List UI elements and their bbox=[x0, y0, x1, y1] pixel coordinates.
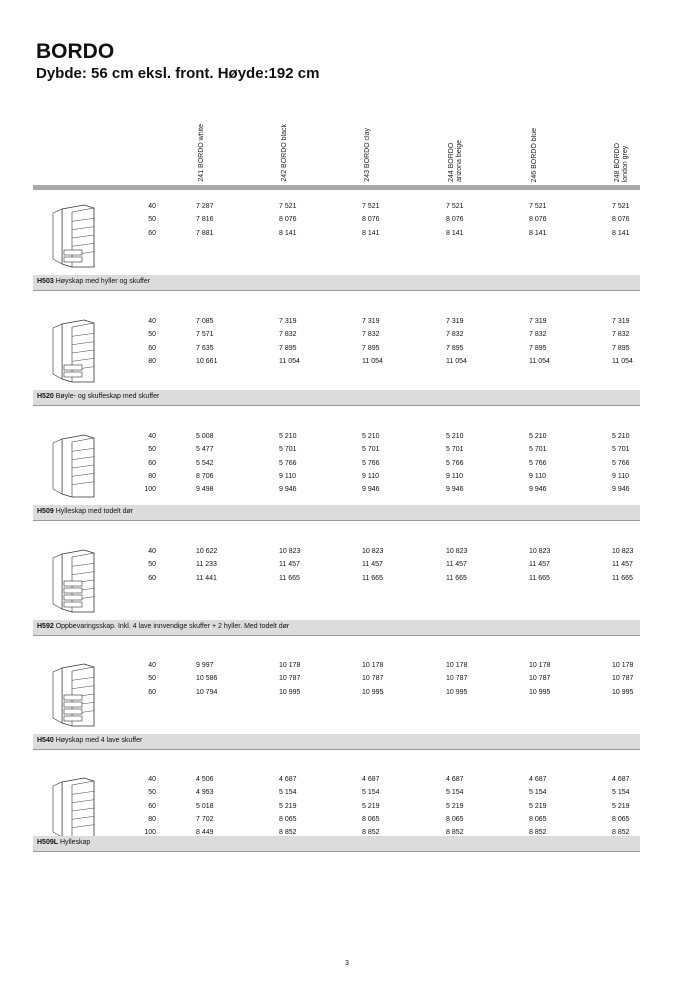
product-name: Bøyle- og skuffeskap med skuffer bbox=[55, 393, 160, 400]
product-title-bar bbox=[33, 734, 640, 750]
price-cell: 4 953 bbox=[196, 789, 214, 797]
price-cell: 7 702 bbox=[196, 815, 214, 823]
column-header bbox=[281, 110, 305, 182]
product-code: H509L bbox=[37, 839, 59, 846]
price-cell: 11 233 bbox=[196, 561, 217, 569]
width-cell: 60 bbox=[148, 574, 156, 582]
price-cell: 11 457 bbox=[612, 561, 633, 569]
price-cell: 5 154 bbox=[446, 789, 464, 797]
price-row bbox=[0, 687, 700, 699]
price-cell: 9 110 bbox=[446, 472, 463, 480]
product-title-bar bbox=[33, 505, 640, 521]
width-cell: 60 bbox=[148, 688, 156, 696]
price-row bbox=[0, 814, 700, 826]
product-title-bar bbox=[33, 390, 640, 406]
price-cell: 10 823 bbox=[362, 548, 384, 555]
price-cell: 5 210 bbox=[612, 433, 630, 440]
price-cell: 7 895 bbox=[362, 344, 380, 352]
product-name: Høyskap med hyller og skuffer bbox=[55, 278, 151, 285]
column-header-label bbox=[364, 128, 388, 182]
price-cell: 7 895 bbox=[612, 344, 630, 352]
price-row bbox=[0, 484, 700, 496]
width-cell: 60 bbox=[148, 229, 156, 237]
width-cell: 50 bbox=[148, 216, 156, 224]
price-cell: 4 687 bbox=[446, 776, 464, 783]
price-cell: 8 852 bbox=[529, 829, 547, 837]
price-cell: 8 076 bbox=[362, 216, 380, 224]
price-cell: 7 832 bbox=[529, 331, 547, 339]
price-cell: 7 085 bbox=[196, 318, 214, 325]
price-cell: 11 457 bbox=[529, 561, 550, 569]
price-cell: 5 701 bbox=[446, 446, 464, 454]
price-cell: 11 054 bbox=[362, 357, 383, 365]
column-header-label bbox=[448, 140, 472, 182]
price-cell: 5 701 bbox=[362, 446, 380, 454]
price-cell: 5 210 bbox=[446, 433, 464, 440]
column-header-line1: 246 BORDO blue bbox=[531, 127, 538, 182]
product-title-bar bbox=[33, 836, 640, 852]
price-cell: 7 521 bbox=[362, 203, 380, 210]
width-cell: 50 bbox=[148, 446, 156, 454]
price-cell: 7 832 bbox=[362, 331, 380, 339]
price-cell: 5 210 bbox=[529, 433, 547, 440]
price-cell: 8 076 bbox=[279, 216, 297, 224]
price-cell: 5 154 bbox=[362, 789, 380, 797]
price-cell: 5 154 bbox=[612, 789, 630, 797]
price-cell: 5 219 bbox=[279, 802, 297, 810]
price-cell: 7 832 bbox=[612, 331, 630, 339]
price-cell: 5 701 bbox=[529, 446, 547, 454]
price-cell: 10 178 bbox=[362, 662, 384, 669]
price-cell: 10 823 bbox=[446, 548, 468, 555]
price-cell: 9 110 bbox=[529, 472, 546, 480]
column-header-line2: london grey bbox=[622, 145, 629, 182]
price-cell: 11 665 bbox=[529, 574, 550, 582]
column-header-line1: 244 BORDO bbox=[448, 142, 455, 182]
price-cell: 8 852 bbox=[362, 829, 380, 837]
price-row bbox=[0, 559, 700, 571]
price-cell: 10 787 bbox=[529, 675, 551, 683]
price-cell: 8 076 bbox=[446, 216, 464, 224]
width-cell: 80 bbox=[148, 472, 156, 480]
product-name: Høyskap med 4 lave skuffer bbox=[55, 737, 143, 744]
column-header bbox=[614, 110, 638, 182]
price-cell: 5 701 bbox=[612, 446, 630, 454]
product-title bbox=[37, 277, 150, 287]
price-cell: 7 895 bbox=[279, 344, 297, 352]
price-cell: 10 586 bbox=[196, 675, 218, 683]
price-row bbox=[0, 673, 700, 685]
price-cell: 10 995 bbox=[612, 688, 634, 696]
column-header-line1: 248 BORDO bbox=[614, 142, 621, 182]
price-cell: 7 832 bbox=[446, 331, 464, 339]
price-row bbox=[0, 431, 700, 443]
product-name: Hylleskap med todelt dør bbox=[55, 508, 134, 515]
page-number: 3 bbox=[345, 960, 349, 967]
product-title bbox=[37, 392, 159, 402]
product-name: Oppbevaringsskap. Inkl. 4 lave innvendige skuffer + 2 hyller. Med todelt dør bbox=[55, 623, 290, 630]
price-cell: 5 766 bbox=[529, 459, 547, 467]
width-cell: 60 bbox=[148, 459, 156, 467]
price-cell: 9 997 bbox=[196, 662, 214, 669]
price-row bbox=[0, 471, 700, 483]
price-cell: 9 110 bbox=[612, 472, 629, 480]
price-cell: 7 521 bbox=[279, 203, 297, 210]
price-cell: 7 521 bbox=[612, 203, 630, 210]
price-cell: 10 661 bbox=[196, 357, 218, 365]
price-cell: 11 665 bbox=[279, 574, 300, 582]
price-cell: 5 219 bbox=[612, 802, 630, 810]
width-cell: 100 bbox=[144, 486, 156, 494]
price-cell: 9 946 bbox=[279, 486, 297, 494]
price-cell: 5 766 bbox=[279, 459, 297, 467]
price-cell: 10 823 bbox=[529, 548, 551, 555]
price-row bbox=[0, 343, 700, 355]
price-cell: 4 687 bbox=[279, 776, 297, 783]
width-cell: 100 bbox=[144, 829, 156, 837]
product-title-bar bbox=[33, 620, 640, 636]
price-cell: 10 787 bbox=[446, 675, 468, 683]
price-cell: 7 895 bbox=[529, 344, 547, 352]
width-cell: 40 bbox=[148, 776, 156, 783]
price-cell: 11 457 bbox=[362, 561, 383, 569]
product-code: H503 bbox=[37, 278, 54, 285]
price-row bbox=[0, 458, 700, 470]
width-cell: 40 bbox=[148, 548, 156, 555]
price-cell: 5 018 bbox=[196, 802, 214, 810]
price-cell: 8 141 bbox=[362, 229, 380, 237]
column-header-line2: arizona beige bbox=[456, 139, 463, 182]
column-header bbox=[364, 110, 388, 182]
price-cell: 5 210 bbox=[279, 433, 297, 440]
price-cell: 8 852 bbox=[279, 829, 297, 837]
column-header-line1: 243 BORDO clay bbox=[364, 128, 371, 182]
price-cell: 11 054 bbox=[612, 357, 633, 365]
price-cell: 11 457 bbox=[279, 561, 300, 569]
price-row bbox=[0, 573, 700, 585]
price-row bbox=[0, 660, 700, 672]
price-cell: 11 441 bbox=[196, 574, 217, 582]
width-cell: 60 bbox=[148, 802, 156, 810]
product-title-bar bbox=[33, 275, 640, 291]
price-cell: 10 787 bbox=[612, 675, 634, 683]
price-row bbox=[0, 801, 700, 813]
column-header-label bbox=[198, 124, 222, 182]
product-title bbox=[37, 838, 90, 848]
price-row bbox=[0, 329, 700, 341]
price-cell: 7 319 bbox=[529, 318, 547, 325]
price-cell: 5 477 bbox=[196, 446, 214, 454]
price-cell: 7 319 bbox=[612, 318, 630, 325]
width-cell: 40 bbox=[148, 318, 156, 325]
product-code: H592 bbox=[37, 623, 54, 630]
product-title bbox=[37, 736, 142, 746]
column-header bbox=[531, 110, 555, 182]
width-cell: 80 bbox=[148, 815, 156, 823]
price-cell: 4 687 bbox=[612, 776, 630, 783]
price-cell: 10 787 bbox=[362, 675, 384, 683]
width-cell: 50 bbox=[148, 561, 156, 569]
product-code: H520 bbox=[37, 393, 54, 400]
price-row bbox=[0, 201, 700, 213]
price-cell: 7 319 bbox=[446, 318, 464, 325]
price-row bbox=[0, 444, 700, 456]
price-cell: 8 852 bbox=[446, 829, 464, 837]
price-cell: 8 065 bbox=[279, 815, 297, 823]
price-row bbox=[0, 214, 700, 226]
price-cell: 8 141 bbox=[446, 229, 464, 237]
width-cell: 40 bbox=[148, 203, 156, 210]
price-cell: 11 054 bbox=[279, 357, 300, 365]
price-cell: 7 635 bbox=[196, 344, 214, 352]
width-cell: 80 bbox=[148, 357, 156, 365]
product-code: H509 bbox=[37, 508, 54, 515]
column-header-label bbox=[531, 128, 555, 182]
price-cell: 10 178 bbox=[279, 662, 301, 669]
price-cell: 10 794 bbox=[196, 688, 218, 696]
price-cell: 8 141 bbox=[612, 229, 630, 237]
column-header-line1: 242 BORDO black bbox=[281, 124, 288, 182]
width-cell: 40 bbox=[148, 433, 156, 440]
price-cell: 10 622 bbox=[196, 548, 218, 555]
column-header-label bbox=[614, 143, 638, 182]
price-cell: 8 852 bbox=[612, 829, 630, 837]
price-cell: 5 766 bbox=[362, 459, 380, 467]
price-cell: 11 054 bbox=[446, 357, 467, 365]
price-cell: 8 449 bbox=[196, 829, 214, 837]
price-cell: 10 995 bbox=[362, 688, 384, 696]
product-title bbox=[37, 622, 289, 632]
product-title bbox=[37, 507, 133, 517]
price-cell: 7 881 bbox=[196, 229, 214, 237]
width-cell: 60 bbox=[148, 344, 156, 352]
width-cell: 50 bbox=[148, 331, 156, 339]
price-cell: 9 498 bbox=[196, 486, 214, 494]
price-cell: 8 076 bbox=[529, 216, 547, 224]
price-row bbox=[0, 228, 700, 240]
price-cell: 11 665 bbox=[446, 574, 467, 582]
column-header bbox=[448, 110, 472, 182]
price-cell: 5 210 bbox=[362, 433, 380, 440]
price-cell: 8 065 bbox=[529, 815, 547, 823]
price-cell: 4 687 bbox=[362, 776, 380, 783]
price-cell: 8 141 bbox=[529, 229, 547, 237]
price-cell: 7 571 bbox=[196, 331, 214, 339]
price-cell: 4 687 bbox=[529, 776, 547, 783]
price-cell: 5 219 bbox=[446, 802, 464, 810]
page-subtitle: Dybde: 56 cm eksl. front. Høyde:192 cm bbox=[36, 65, 320, 82]
price-cell: 8 065 bbox=[612, 815, 630, 823]
price-cell: 10 995 bbox=[279, 688, 301, 696]
header-divider bbox=[33, 185, 640, 190]
price-cell: 8 065 bbox=[362, 815, 380, 823]
price-cell: 7 319 bbox=[362, 318, 380, 325]
price-cell: 4 506 bbox=[196, 776, 214, 783]
price-cell: 5 701 bbox=[279, 446, 297, 454]
price-cell: 10 995 bbox=[446, 688, 468, 696]
price-cell: 9 110 bbox=[279, 472, 296, 480]
price-cell: 5 766 bbox=[612, 459, 630, 467]
price-cell: 9 946 bbox=[612, 486, 630, 494]
price-cell: 8 076 bbox=[612, 216, 630, 224]
price-cell: 7 287 bbox=[196, 203, 214, 210]
width-cell: 50 bbox=[148, 789, 156, 797]
price-cell: 8 706 bbox=[196, 472, 214, 480]
price-cell: 7 521 bbox=[446, 203, 464, 210]
price-row bbox=[0, 774, 700, 786]
price-cell: 7 895 bbox=[446, 344, 464, 352]
product-name: Hylleskap bbox=[59, 839, 91, 846]
price-cell: 10 823 bbox=[279, 548, 301, 555]
price-row bbox=[0, 546, 700, 558]
column-header bbox=[198, 110, 222, 182]
price-row bbox=[0, 356, 700, 368]
price-cell: 5 154 bbox=[529, 789, 547, 797]
price-cell: 10 995 bbox=[529, 688, 551, 696]
column-header-line1: 241 BORDO white bbox=[198, 124, 205, 182]
price-cell: 5 219 bbox=[529, 802, 547, 810]
price-cell: 10 823 bbox=[612, 548, 634, 555]
price-cell: 11 054 bbox=[529, 357, 550, 365]
price-cell: 9 946 bbox=[529, 486, 547, 494]
price-cell: 5 542 bbox=[196, 459, 214, 467]
price-cell: 11 665 bbox=[362, 574, 383, 582]
price-cell: 7 521 bbox=[529, 203, 547, 210]
price-cell: 8 065 bbox=[446, 815, 464, 823]
price-cell: 9 946 bbox=[446, 486, 464, 494]
price-cell: 10 178 bbox=[612, 662, 634, 669]
price-cell: 7 832 bbox=[279, 331, 297, 339]
price-cell: 10 787 bbox=[279, 675, 301, 683]
page-title: BORDO bbox=[36, 40, 115, 63]
product-code: H540 bbox=[37, 737, 54, 744]
price-cell: 5 154 bbox=[279, 789, 297, 797]
price-cell: 5 766 bbox=[446, 459, 464, 467]
price-cell: 8 141 bbox=[279, 229, 297, 237]
price-cell: 11 665 bbox=[612, 574, 633, 582]
price-row bbox=[0, 316, 700, 328]
price-row bbox=[0, 787, 700, 799]
price-cell: 9 946 bbox=[362, 486, 380, 494]
width-cell: 50 bbox=[148, 675, 156, 683]
price-cell: 11 457 bbox=[446, 561, 467, 569]
width-cell: 40 bbox=[148, 662, 156, 669]
price-cell: 5 008 bbox=[196, 433, 214, 440]
price-cell: 10 178 bbox=[529, 662, 551, 669]
price-cell: 7 319 bbox=[279, 318, 297, 325]
price-cell: 9 110 bbox=[362, 472, 379, 480]
price-cell: 7 816 bbox=[196, 216, 214, 224]
column-header-label bbox=[281, 124, 305, 182]
price-cell: 5 219 bbox=[362, 802, 380, 810]
price-cell: 10 178 bbox=[446, 662, 468, 669]
